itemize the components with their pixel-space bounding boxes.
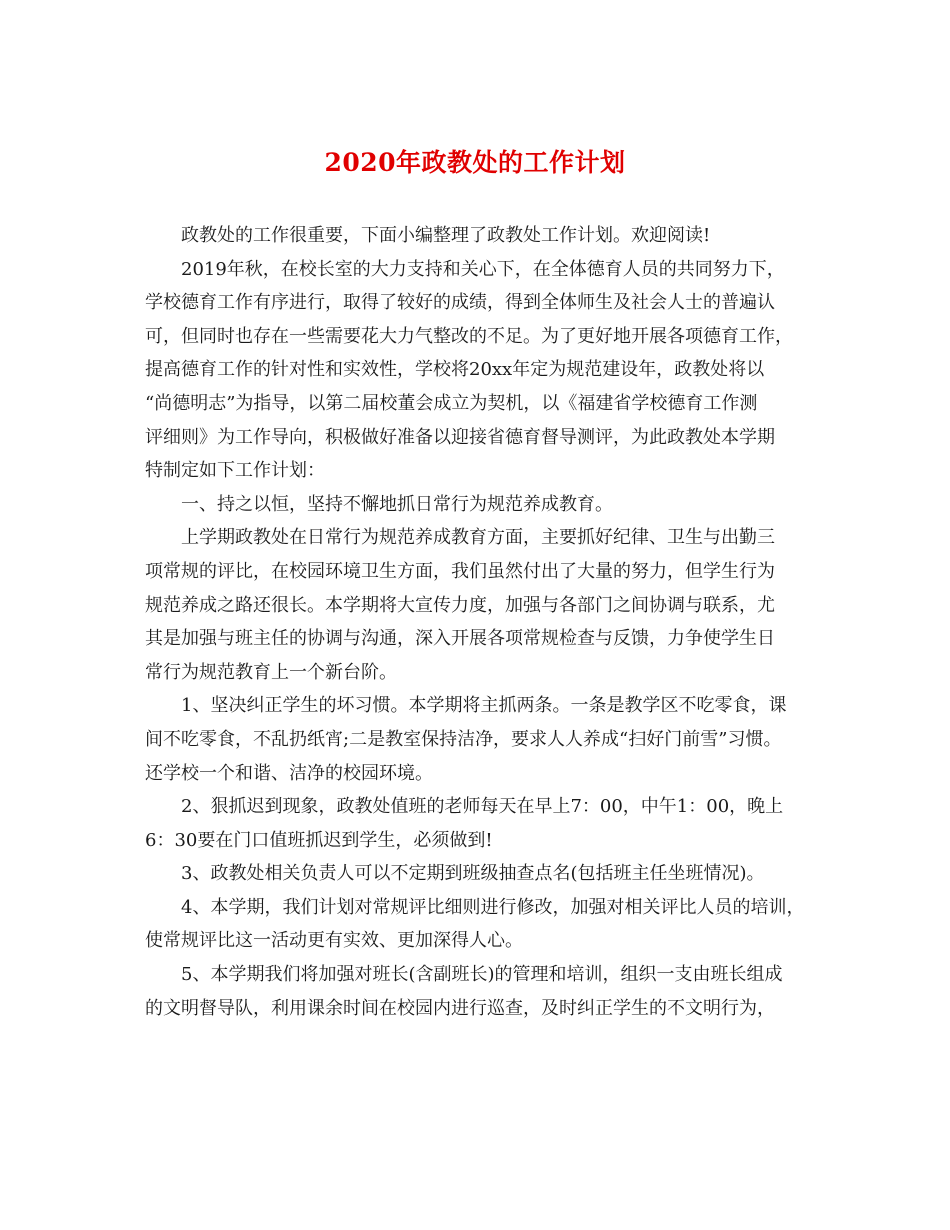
text-line: 可，但同时也存在一些需要花大力气整改的不足。为了更好地开展各项德育工作， [145,325,793,347]
text-line: 2、狠抓迟到现象，政教处值班的老师每天在早上7：00，中午1：00，晚上 [181,796,784,818]
paragraph-section-1 [145,521,810,689]
text-line: 规范养成之路还很长。本学期将大宣传力度，加强与各部门之间协调与联系，尤 [145,594,775,616]
list-item-2 [145,790,810,857]
text-line: “尚德明志”为指导，以第二届校董会成立为契机，以《福建省学校德育工作测 [145,392,758,414]
document-body [145,219,810,1025]
section-heading-1 [145,488,810,522]
paragraph-intro [145,219,810,253]
text-line: 其是加强与班主任的协调与沟通，深入开展各项常规检查与反馈，力争使学生日 [145,628,775,650]
list-item-1 [145,689,810,790]
text-line: 一、持之以恒，坚持不懈地抓日常行为规范养成教育。 [181,493,613,515]
text-line: 间不吃零食，不乱扔纸宵;二是教室保持洁净，要求人人养成“扫好门前雪”习惯。 [145,728,782,750]
document-title: 2020年政教处的工作计划 [324,148,626,177]
text-line: 4、本学期，我们计划对常规评比细则进行修改，加强对相关评比人员的培训， [181,896,805,918]
text-line: 上学期政教处在日常行为规范养成教育方面，主要抓好纪律、卫生与出勤三 [181,527,775,549]
text-line: 6：30要在门口值班抓迟到学生，必须做到! [145,829,493,851]
text-line: 5、本学期我们将加强对班长(含副班长)的管理和培训，组织一支由班长组成 [181,964,783,986]
text-line: 常行为规范教育上一个新台阶。 [145,661,397,683]
list-item-3 [145,857,810,891]
list-item-4 [145,891,810,958]
text-line: 项常规的评比，在校园环境卫生方面，我们虽然付出了大量的努力，但学生行为 [145,560,775,582]
text-line: 特制定如下工作计划： [145,460,325,482]
text-line: 学校德育工作有序进行，取得了较好的成绩，得到全体师生及社会人士的普遍认 [145,292,775,314]
text-line: 3、政教处相关负责人可以不定期到班级抽查点名(包括班主任坐班情况)。 [181,863,765,885]
text-line: 还学校一个和谐、洁净的校园环境。 [145,762,433,784]
text-line: 提高德育工作的针对性和实效性，学校将20xx年定为规范建设年，政教处将以 [145,359,765,381]
text-line: 的文明督导队，利用课余时间在校园内进行巡查，及时纠正学生的不文明行为， [145,997,775,1019]
paragraph-background [145,253,810,488]
list-item-5 [145,958,810,1025]
text-line: 使常规评比这一活动更有实效、更加深得人心。 [145,930,523,952]
text-line: 2019年秋，在校长室的大力支持和关心下，在全体德育人员的共同努力下， [181,258,785,280]
text-line: 1、坚决纠正学生的坏习惯。本学期将主抓两条。一条是教学区不吃零食，课 [181,695,787,717]
text-line: 政教处的工作很重要，下面小编整理了政教处工作计划。欢迎阅读! [181,225,711,246]
text-line: 评细则》为工作导向，积极做好准备以迎接省德育督导测评，为此政教处本学期 [145,426,775,448]
